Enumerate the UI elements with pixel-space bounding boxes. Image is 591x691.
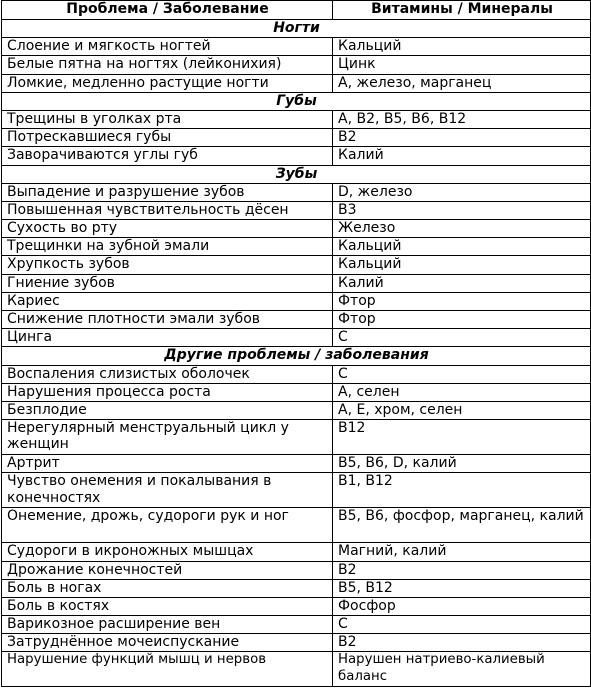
vitamin-cell: Кальций <box>333 238 591 256</box>
table-row <box>2 401 591 419</box>
table-row <box>2 74 591 92</box>
table-row <box>2 543 591 561</box>
vitamin-cell: Железо <box>333 220 591 238</box>
vitamin-cell: Калий <box>333 274 591 292</box>
table-row <box>2 38 591 56</box>
vitamin-cell: Нарушен натриево-калиевый баланс <box>333 652 591 687</box>
vitamin-cell: B1, B12 <box>333 473 591 508</box>
problem-cell: Хрупкость зубов <box>2 256 333 274</box>
vitamin-cell: Калий <box>333 147 591 165</box>
problem-cell: Боль в костях <box>2 597 333 615</box>
table-row <box>2 561 591 579</box>
section-title: Губы <box>2 92 591 110</box>
problem-cell: Белые пятна на ногтях (лейконихия) <box>2 56 333 74</box>
table-row <box>2 238 591 256</box>
table-row <box>2 365 591 383</box>
table-body <box>2 20 591 687</box>
table-row <box>2 420 591 455</box>
table-row <box>2 508 591 543</box>
table-row <box>2 292 591 310</box>
problem-cell: Выпадение и разрушение зубов <box>2 183 333 201</box>
problem-cell: Трещины в уголках рта <box>2 110 333 128</box>
problem-cell: Снижение плотности эмали зубов <box>2 311 333 329</box>
problem-cell: Воспаления слизистых оболочек <box>2 365 333 383</box>
table-row <box>2 201 591 219</box>
problem-cell: Судороги в икроножных мышцах <box>2 543 333 561</box>
problem-cell: Потрескавшиеся губы <box>2 129 333 147</box>
problem-cell: Сухость во рту <box>2 220 333 238</box>
problem-cell: Чувство онемения и покалывания в конечностях <box>2 473 333 508</box>
problem-cell: Нарушение функций мышц и нервов <box>2 652 333 687</box>
section-header-row <box>2 20 591 38</box>
vitamin-cell: B12 <box>333 420 591 455</box>
problem-cell: Дрожание конечностей <box>2 561 333 579</box>
problem-cell: Трещинки на зубной эмали <box>2 238 333 256</box>
vitamin-cell: B5, B12 <box>333 579 591 597</box>
problem-cell: Онемение, дрожь, судороги рук и ног <box>2 508 333 543</box>
vitamin-cell: B2 <box>333 561 591 579</box>
vitamin-cell: B5, B6, D, калий <box>333 455 591 473</box>
section-header-row <box>2 165 591 183</box>
vitamin-cell: A, селен <box>333 383 591 401</box>
problem-cell: Цинга <box>2 329 333 347</box>
table-row <box>2 473 591 508</box>
header-problem: Проблема / Заболевание <box>2 1 333 20</box>
problem-cell: Варикозное расширение вен <box>2 616 333 634</box>
table-row <box>2 652 591 687</box>
vitamin-cell: Фтор <box>333 311 591 329</box>
vitamin-cell: Кальций <box>333 38 591 56</box>
table-row <box>2 597 591 615</box>
header-vitamins: Витамины / Минералы <box>333 1 591 20</box>
vitamin-cell: Цинк <box>333 56 591 74</box>
problem-cell: Заворачиваются углы губ <box>2 147 333 165</box>
table-row <box>2 634 591 652</box>
table-row <box>2 183 591 201</box>
problem-cell: Безплодие <box>2 401 333 419</box>
vitamin-cell: C <box>333 616 591 634</box>
problem-cell: Повышенная чувствительность дёсен <box>2 201 333 219</box>
vitamin-cell: B3 <box>333 201 591 219</box>
problem-cell: Боль в ногах <box>2 579 333 597</box>
section-title: Ногти <box>2 20 591 38</box>
vitamin-cell: Фтор <box>333 292 591 310</box>
table-row <box>2 256 591 274</box>
table-row <box>2 579 591 597</box>
section-header-row <box>2 347 591 365</box>
vitamin-cell: B5, B6, фосфор, марганец, калий <box>333 508 591 543</box>
table-row <box>2 329 591 347</box>
problem-cell: Кариес <box>2 292 333 310</box>
section-title: Другие проблемы / заболевания <box>2 347 591 365</box>
section-title: Зубы <box>2 165 591 183</box>
problem-cell: Гниение зубов <box>2 274 333 292</box>
problem-cell: Ломкие, медленно растущие ногти <box>2 74 333 92</box>
vitamin-cell: A, B2, B5, B6, B12 <box>333 110 591 128</box>
problem-cell: Нерегулярный менструальный цикл у женщин <box>2 420 333 455</box>
table-row <box>2 56 591 74</box>
table-row <box>2 616 591 634</box>
vitamin-cell: D, железо <box>333 183 591 201</box>
vitamin-cell: Кальций <box>333 256 591 274</box>
table-row <box>2 220 591 238</box>
table-row <box>2 274 591 292</box>
vitamin-deficiency-table <box>1 0 591 687</box>
problem-cell: Артрит <box>2 455 333 473</box>
vitamin-cell: A, E, хром, селен <box>333 401 591 419</box>
vitamin-cell: Магний, калий <box>333 543 591 561</box>
table-row <box>2 455 591 473</box>
table-row <box>2 311 591 329</box>
vitamin-cell: B2 <box>333 129 591 147</box>
vitamin-cell: B2 <box>333 634 591 652</box>
section-header-row <box>2 92 591 110</box>
vitamin-cell: C <box>333 329 591 347</box>
table-row <box>2 147 591 165</box>
problem-cell: Нарушения процесса роста <box>2 383 333 401</box>
table-row <box>2 129 591 147</box>
problem-cell: Слоение и мягкость ногтей <box>2 38 333 56</box>
table-row <box>2 383 591 401</box>
vitamin-cell: A, железо, марганец <box>333 74 591 92</box>
vitamin-cell: C <box>333 365 591 383</box>
table-row <box>2 110 591 128</box>
vitamin-cell: Фосфор <box>333 597 591 615</box>
table-header-row <box>2 1 591 20</box>
problem-cell: Затруднённое мочеиспускание <box>2 634 333 652</box>
